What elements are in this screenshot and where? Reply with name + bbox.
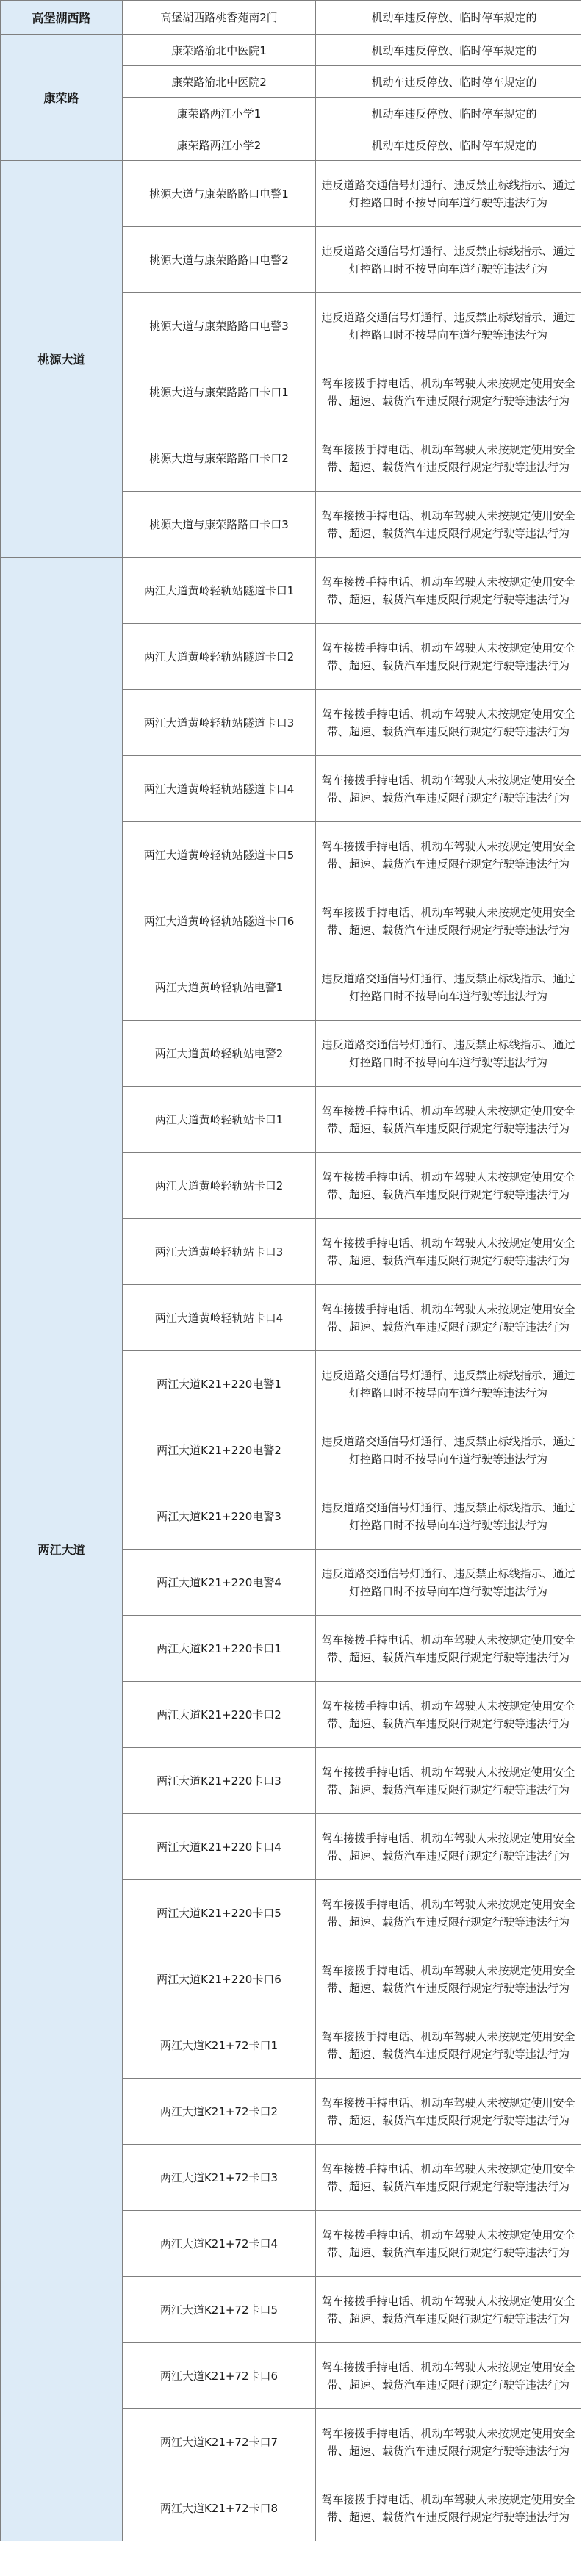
location-cell: 两江大道K21+220卡口1 <box>123 1616 316 1682</box>
location-cell: 两江大道黄岭轻轨站卡口4 <box>123 1285 316 1351</box>
location-cell: 两江大道黄岭轻轨站卡口3 <box>123 1219 316 1285</box>
violation-cell: 驾车接拨手持电话、机动车驾驶人未按规定使用安全带、超速、载货汽车违反限行规定行驶等违法行为 <box>316 1616 581 1682</box>
violation-cell: 驾车接拨手持电话、机动车驾驶人未按规定使用安全带、超速、载货汽车违反限行规定行驶等违法行为 <box>316 2475 581 2541</box>
violation-cell: 驾车接拨手持电话、机动车驾驶人未按规定使用安全带、超速、载货汽车违反限行规定行驶等违法行为 <box>316 2211 581 2277</box>
violation-cell: 驾车接拨手持电话、机动车驾驶人未按规定使用安全带、超速、载货汽车违反限行规定行驶等违法行为 <box>316 558 581 624</box>
violation-cell: 驾车接拨手持电话、机动车驾驶人未按规定使用安全带、超速、载货汽车违反限行规定行驶等违法行为 <box>316 1748 581 1814</box>
location-cell: 两江大道K21+220卡口5 <box>123 1880 316 1946</box>
road-name-cell: 康荣路 <box>1 35 123 161</box>
table-body <box>1 1 581 2541</box>
violation-cell: 驾车接拨手持电话、机动车驾驶人未按规定使用安全带、超速、载货汽车违反限行规定行驶等违法行为 <box>316 1285 581 1351</box>
violation-cell: 驾车接拨手持电话、机动车驾驶人未按规定使用安全带、超速、载货汽车违反限行规定行驶等违法行为 <box>316 2012 581 2079</box>
violation-cell: 机动车违反停放、临时停车规定的 <box>316 98 581 129</box>
location-cell: 两江大道K21+72卡口8 <box>123 2475 316 2541</box>
road-name-cell: 桃源大道 <box>1 161 123 558</box>
violation-cell: 驾车接拨手持电话、机动车驾驶人未按规定使用安全带、超速、载货汽车违反限行规定行驶等违法行为 <box>316 888 581 954</box>
location-cell: 两江大道K21+220卡口6 <box>123 1946 316 2012</box>
location-cell: 两江大道K21+220电警1 <box>123 1351 316 1417</box>
table-row <box>1 1 581 35</box>
location-cell: 康荣路两江小学1 <box>123 98 316 129</box>
violation-cell: 驾车接拨手持电话、机动车驾驶人未按规定使用安全带、超速、载货汽车违反限行规定行驶等违法行为 <box>316 1880 581 1946</box>
violation-cell: 驾车接拨手持电话、机动车驾驶人未按规定使用安全带、超速、载货汽车违反限行规定行驶等违法行为 <box>316 425 581 492</box>
location-cell: 两江大道黄岭轻轨站电警2 <box>123 1021 316 1087</box>
location-cell: 两江大道K21+72卡口3 <box>123 2145 316 2211</box>
violation-cell: 违反道路交通信号灯通行、违反禁止标线指示、通过灯控路口时不按导向车道行驶等违法行为 <box>316 293 581 359</box>
location-cell: 康荣路渝北中医院2 <box>123 66 316 98</box>
location-cell: 两江大道黄岭轻轨站卡口2 <box>123 1153 316 1219</box>
location-cell: 两江大道黄岭轻轨站电警1 <box>123 954 316 1021</box>
location-cell: 两江大道黄岭轻轨站隧道卡口3 <box>123 690 316 756</box>
violation-cell: 违反道路交通信号灯通行、违反禁止标线指示、通过灯控路口时不按导向车道行驶等违法行为 <box>316 227 581 293</box>
violation-cell: 驾车接拨手持电话、机动车驾驶人未按规定使用安全带、超速、载货汽车违反限行规定行驶等违法行为 <box>316 2145 581 2211</box>
violation-cell: 驾车接拨手持电话、机动车驾驶人未按规定使用安全带、超速、载货汽车违反限行规定行驶等违法行为 <box>316 1946 581 2012</box>
violation-cell: 机动车违反停放、临时停车规定的 <box>316 1 581 35</box>
location-cell: 两江大道黄岭轻轨站隧道卡口2 <box>123 624 316 690</box>
violation-cell: 驾车接拨手持电话、机动车驾驶人未按规定使用安全带、超速、载货汽车违反限行规定行驶等违法行为 <box>316 492 581 558</box>
location-cell: 康荣路两江小学2 <box>123 129 316 161</box>
location-cell: 两江大道K21+220电警3 <box>123 1483 316 1550</box>
location-cell: 两江大道K21+72卡口7 <box>123 2409 316 2475</box>
violation-cell: 违反道路交通信号灯通行、违反禁止标线指示、通过灯控路口时不按导向车道行驶等违法行为 <box>316 1417 581 1483</box>
location-cell: 两江大道K21+72卡口5 <box>123 2277 316 2343</box>
location-cell: 两江大道K21+220卡口3 <box>123 1748 316 1814</box>
location-cell: 两江大道黄岭轻轨站隧道卡口6 <box>123 888 316 954</box>
violation-cell: 驾车接拨手持电话、机动车驾驶人未按规定使用安全带、超速、载货汽车违反限行规定行驶等违法行为 <box>316 1153 581 1219</box>
violation-cell: 违反道路交通信号灯通行、违反禁止标线指示、通过灯控路口时不按导向车道行驶等违法行为 <box>316 1351 581 1417</box>
location-cell: 桃源大道与康荣路路口卡口3 <box>123 492 316 558</box>
location-cell: 两江大道K21+220卡口4 <box>123 1814 316 1880</box>
location-cell: 两江大道黄岭轻轨站隧道卡口1 <box>123 558 316 624</box>
location-cell: 两江大道K21+72卡口1 <box>123 2012 316 2079</box>
location-cell: 桃源大道与康荣路路口电警3 <box>123 293 316 359</box>
violation-cell: 驾车接拨手持电话、机动车驾驶人未按规定使用安全带、超速、载货汽车违反限行规定行驶等违法行为 <box>316 2343 581 2409</box>
violation-cell: 驾车接拨手持电话、机动车驾驶人未按规定使用安全带、超速、载货汽车违反限行规定行驶等违法行为 <box>316 1219 581 1285</box>
violation-cell: 违反道路交通信号灯通行、违反禁止标线指示、通过灯控路口时不按导向车道行驶等违法行为 <box>316 161 581 227</box>
location-cell: 高堡湖西路桃香苑南2门 <box>123 1 316 35</box>
violation-cell: 驾车接拨手持电话、机动车驾驶人未按规定使用安全带、超速、载货汽车违反限行规定行驶等违法行为 <box>316 756 581 822</box>
location-cell: 两江大道K21+220电警2 <box>123 1417 316 1483</box>
violation-cell: 驾车接拨手持电话、机动车驾驶人未按规定使用安全带、超速、载货汽车违反限行规定行驶等违法行为 <box>316 1814 581 1880</box>
location-cell: 桃源大道与康荣路路口卡口1 <box>123 359 316 425</box>
table-row <box>1 558 581 624</box>
location-cell: 两江大道黄岭轻轨站卡口1 <box>123 1087 316 1153</box>
violation-cell: 驾车接拨手持电话、机动车驾驶人未按规定使用安全带、超速、载货汽车违反限行规定行驶等违法行为 <box>316 359 581 425</box>
location-cell: 桃源大道与康荣路路口卡口2 <box>123 425 316 492</box>
location-cell: 桃源大道与康荣路路口电警1 <box>123 161 316 227</box>
location-cell: 两江大道黄岭轻轨站隧道卡口5 <box>123 822 316 888</box>
location-cell: 桃源大道与康荣路路口电警2 <box>123 227 316 293</box>
location-cell: 两江大道黄岭轻轨站隧道卡口4 <box>123 756 316 822</box>
road-name-cell: 两江大道 <box>1 558 123 2541</box>
location-cell: 两江大道K21+220电警4 <box>123 1550 316 1616</box>
location-cell: 康荣路渝北中医院1 <box>123 35 316 66</box>
violation-cell: 驾车接拨手持电话、机动车驾驶人未按规定使用安全带、超速、载货汽车违反限行规定行驶等违法行为 <box>316 2409 581 2475</box>
location-cell: 两江大道K21+220卡口2 <box>123 1682 316 1748</box>
location-cell: 两江大道K21+72卡口2 <box>123 2079 316 2145</box>
violation-cell: 违反道路交通信号灯通行、违反禁止标线指示、通过灯控路口时不按导向车道行驶等违法行为 <box>316 1483 581 1550</box>
road-name-cell: 高堡湖西路 <box>1 1 123 35</box>
violation-cell: 驾车接拨手持电话、机动车驾驶人未按规定使用安全带、超速、载货汽车违反限行规定行驶等违法行为 <box>316 2277 581 2343</box>
location-cell: 两江大道K21+72卡口4 <box>123 2211 316 2277</box>
violation-cell: 违反道路交通信号灯通行、违反禁止标线指示、通过灯控路口时不按导向车道行驶等违法行为 <box>316 1021 581 1087</box>
location-cell: 两江大道K21+72卡口6 <box>123 2343 316 2409</box>
violation-cell: 机动车违反停放、临时停车规定的 <box>316 66 581 98</box>
table-row <box>1 161 581 227</box>
violation-cell: 驾车接拨手持电话、机动车驾驶人未按规定使用安全带、超速、载货汽车违反限行规定行驶等违法行为 <box>316 690 581 756</box>
violation-cell: 违反道路交通信号灯通行、违反禁止标线指示、通过灯控路口时不按导向车道行驶等违法行为 <box>316 954 581 1021</box>
violation-cell: 驾车接拨手持电话、机动车驾驶人未按规定使用安全带、超速、载货汽车违反限行规定行驶等违法行为 <box>316 822 581 888</box>
violation-cell: 机动车违反停放、临时停车规定的 <box>316 129 581 161</box>
violation-cell: 机动车违反停放、临时停车规定的 <box>316 35 581 66</box>
violation-cell: 驾车接拨手持电话、机动车驾驶人未按规定使用安全带、超速、载货汽车违反限行规定行驶等违法行为 <box>316 2079 581 2145</box>
violation-cell: 驾车接拨手持电话、机动车驾驶人未按规定使用安全带、超速、载货汽车违反限行规定行驶等违法行为 <box>316 1087 581 1153</box>
violation-cell: 违反道路交通信号灯通行、违反禁止标线指示、通过灯控路口时不按导向车道行驶等违法行为 <box>316 1550 581 1616</box>
table-row <box>1 35 581 66</box>
violation-cell: 驾车接拨手持电话、机动车驾驶人未按规定使用安全带、超速、载货汽车违反限行规定行驶等违法行为 <box>316 1682 581 1748</box>
violation-cell: 驾车接拨手持电话、机动车驾驶人未按规定使用安全带、超速、载货汽车违反限行规定行驶等违法行为 <box>316 624 581 690</box>
